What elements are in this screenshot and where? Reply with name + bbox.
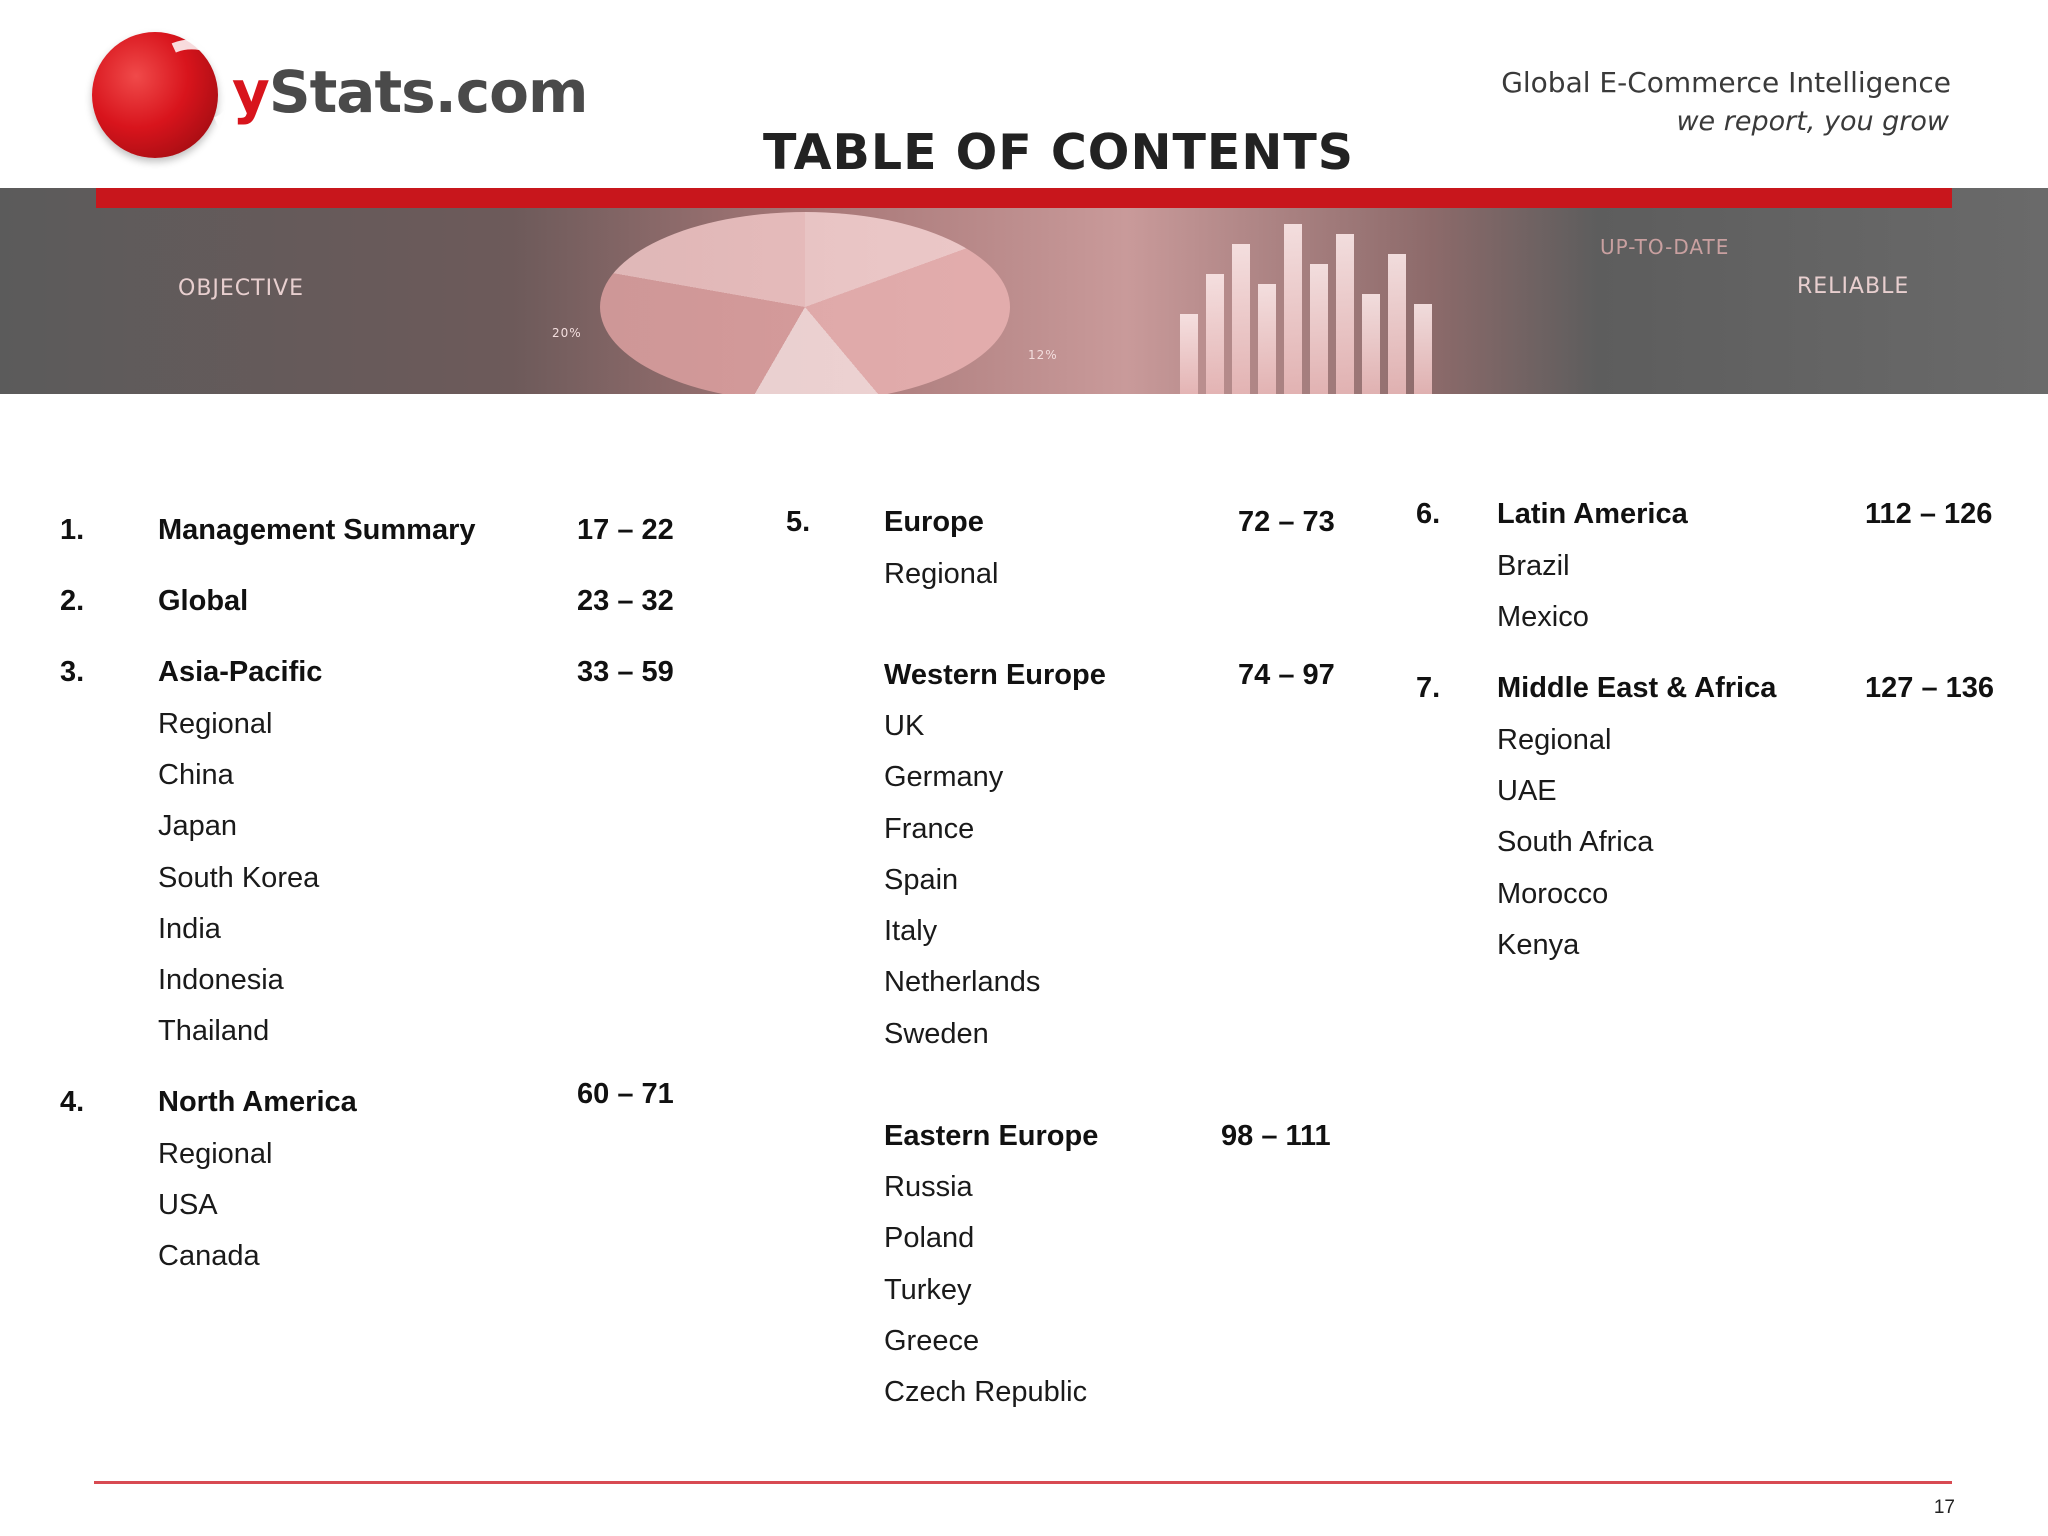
toc-s7-pages: 127 – 136 (1865, 672, 1995, 704)
header (0, 0, 2048, 190)
toc-s3-item[interactable]: Regional (158, 708, 273, 740)
toc-s3-item[interactable]: South Korea (158, 862, 320, 894)
banner-bar (1336, 234, 1354, 394)
toc-s6-title[interactable]: Latin America (1497, 498, 1688, 530)
header-banner (0, 188, 2048, 394)
banner-bar (1180, 314, 1198, 394)
toc-s3-item[interactable]: Indonesia (158, 964, 284, 996)
toc-eastern-europe-pages: 98 – 111 (1221, 1120, 1331, 1152)
toc-s7-item[interactable]: UAE (1497, 775, 1557, 807)
banner-bars-decoration (1170, 188, 1450, 394)
toc-s3-item[interactable]: India (158, 913, 221, 945)
toc-s6-pages: 112 – 126 (1865, 498, 1993, 530)
toc-s3-pages: 33 – 59 (577, 656, 674, 688)
toc-western-europe-item[interactable]: Italy (884, 915, 938, 947)
toc-western-europe-item[interactable]: UK (884, 710, 925, 742)
toc-s6-item[interactable]: Mexico (1497, 601, 1589, 633)
banner-bar (1414, 304, 1432, 394)
tagline-primary: Global E-Commerce Intelligence (1501, 66, 1951, 99)
toc-s1-pages: 17 – 22 (577, 514, 674, 546)
table-of-contents (0, 480, 2048, 1440)
toc-s1-title[interactable]: Management Summary (158, 514, 476, 546)
toc-s5-item[interactable]: Regional (884, 558, 999, 590)
toc-s7-item[interactable]: South Africa (1497, 826, 1654, 858)
toc-eastern-europe-item[interactable]: Czech Republic (884, 1376, 1088, 1408)
toc-western-europe-title[interactable]: Western Europe (884, 659, 1106, 691)
logo-text (232, 58, 587, 126)
toc-eastern-europe-item[interactable]: Greece (884, 1325, 980, 1357)
toc-s2-number: 2. (60, 585, 85, 617)
ystats-logo[interactable] (90, 28, 590, 168)
toc-s3-item[interactable]: Japan (158, 810, 238, 842)
toc-s7-item[interactable]: Morocco (1497, 878, 1609, 910)
banner-label-20: 20% (552, 326, 582, 340)
toc-s1-number: 1. (60, 514, 85, 546)
toc-eastern-europe-item[interactable]: Russia (884, 1171, 973, 1203)
toc-s4-pages: 60 – 71 (577, 1078, 674, 1110)
toc-s6-item[interactable]: Brazil (1497, 550, 1570, 582)
toc-eastern-europe-item[interactable]: Poland (884, 1222, 975, 1254)
page-title: TABLE OF CONTENTS (763, 124, 1355, 181)
toc-western-europe-item[interactable]: Netherlands (884, 966, 1041, 998)
toc-s2-pages: 23 – 32 (577, 585, 674, 617)
toc-western-europe-item[interactable]: France (884, 813, 975, 845)
toc-s6-number: 6. (1416, 498, 1441, 530)
banner-bar (1362, 294, 1380, 394)
banner-bar (1258, 284, 1276, 394)
toc-s2-title[interactable]: Global (158, 585, 249, 617)
toc-eastern-europe-item[interactable]: Turkey (884, 1274, 972, 1306)
toc-eastern-europe-title[interactable]: Eastern Europe (884, 1120, 1099, 1152)
toc-western-europe-item[interactable]: Germany (884, 761, 1004, 793)
footer-divider (94, 1481, 1952, 1484)
toc-western-europe-item[interactable]: Sweden (884, 1018, 989, 1050)
toc-s5-title[interactable]: Europe (884, 506, 984, 538)
toc-s4-item[interactable]: Canada (158, 1240, 260, 1272)
toc-s4-item[interactable]: Regional (158, 1138, 273, 1170)
toc-s5-number: 5. (786, 506, 811, 538)
tagline-secondary: we report, you grow (1676, 106, 1949, 137)
banner-pie-chart-decoration (600, 212, 1010, 394)
toc-western-europe-item[interactable]: Spain (884, 864, 959, 896)
toc-western-europe-pages: 74 – 97 (1238, 659, 1335, 691)
banner-word-objective: OBJECTIVE (178, 276, 305, 301)
toc-s4-item[interactable]: USA (158, 1189, 218, 1221)
toc-s7-item[interactable]: Kenya (1497, 929, 1580, 961)
banner-bar (1206, 274, 1224, 394)
logo-text-rest: Stats.com (268, 58, 588, 126)
banner-red-bar (96, 188, 1952, 208)
banner-word-reliable: RELIABLE (1797, 274, 1910, 299)
banner-bar (1388, 254, 1406, 394)
toc-s7-number: 7. (1416, 672, 1441, 704)
banner-label-12: 12% (1028, 348, 1058, 362)
toc-s4-title[interactable]: North America (158, 1086, 357, 1118)
banner-bar (1232, 244, 1250, 394)
page-number: 17 (1933, 1497, 1955, 1518)
toc-s4-number: 4. (60, 1086, 85, 1118)
toc-s3-item[interactable]: China (158, 759, 234, 791)
toc-s5-pages: 72 – 73 (1238, 506, 1335, 538)
toc-s3-number: 3. (60, 656, 85, 688)
banner-word-up-to-date: UP-TO-DATE (1600, 235, 1730, 259)
toc-s3-title[interactable]: Asia-Pacific (158, 656, 323, 688)
toc-s7-title[interactable]: Middle East & Africa (1497, 672, 1777, 704)
toc-s7-item[interactable]: Regional (1497, 724, 1612, 756)
banner-bar (1284, 224, 1302, 394)
banner-bar (1310, 264, 1328, 394)
toc-s3-item[interactable]: Thailand (158, 1015, 270, 1047)
logo-text-accent: y (232, 58, 269, 126)
